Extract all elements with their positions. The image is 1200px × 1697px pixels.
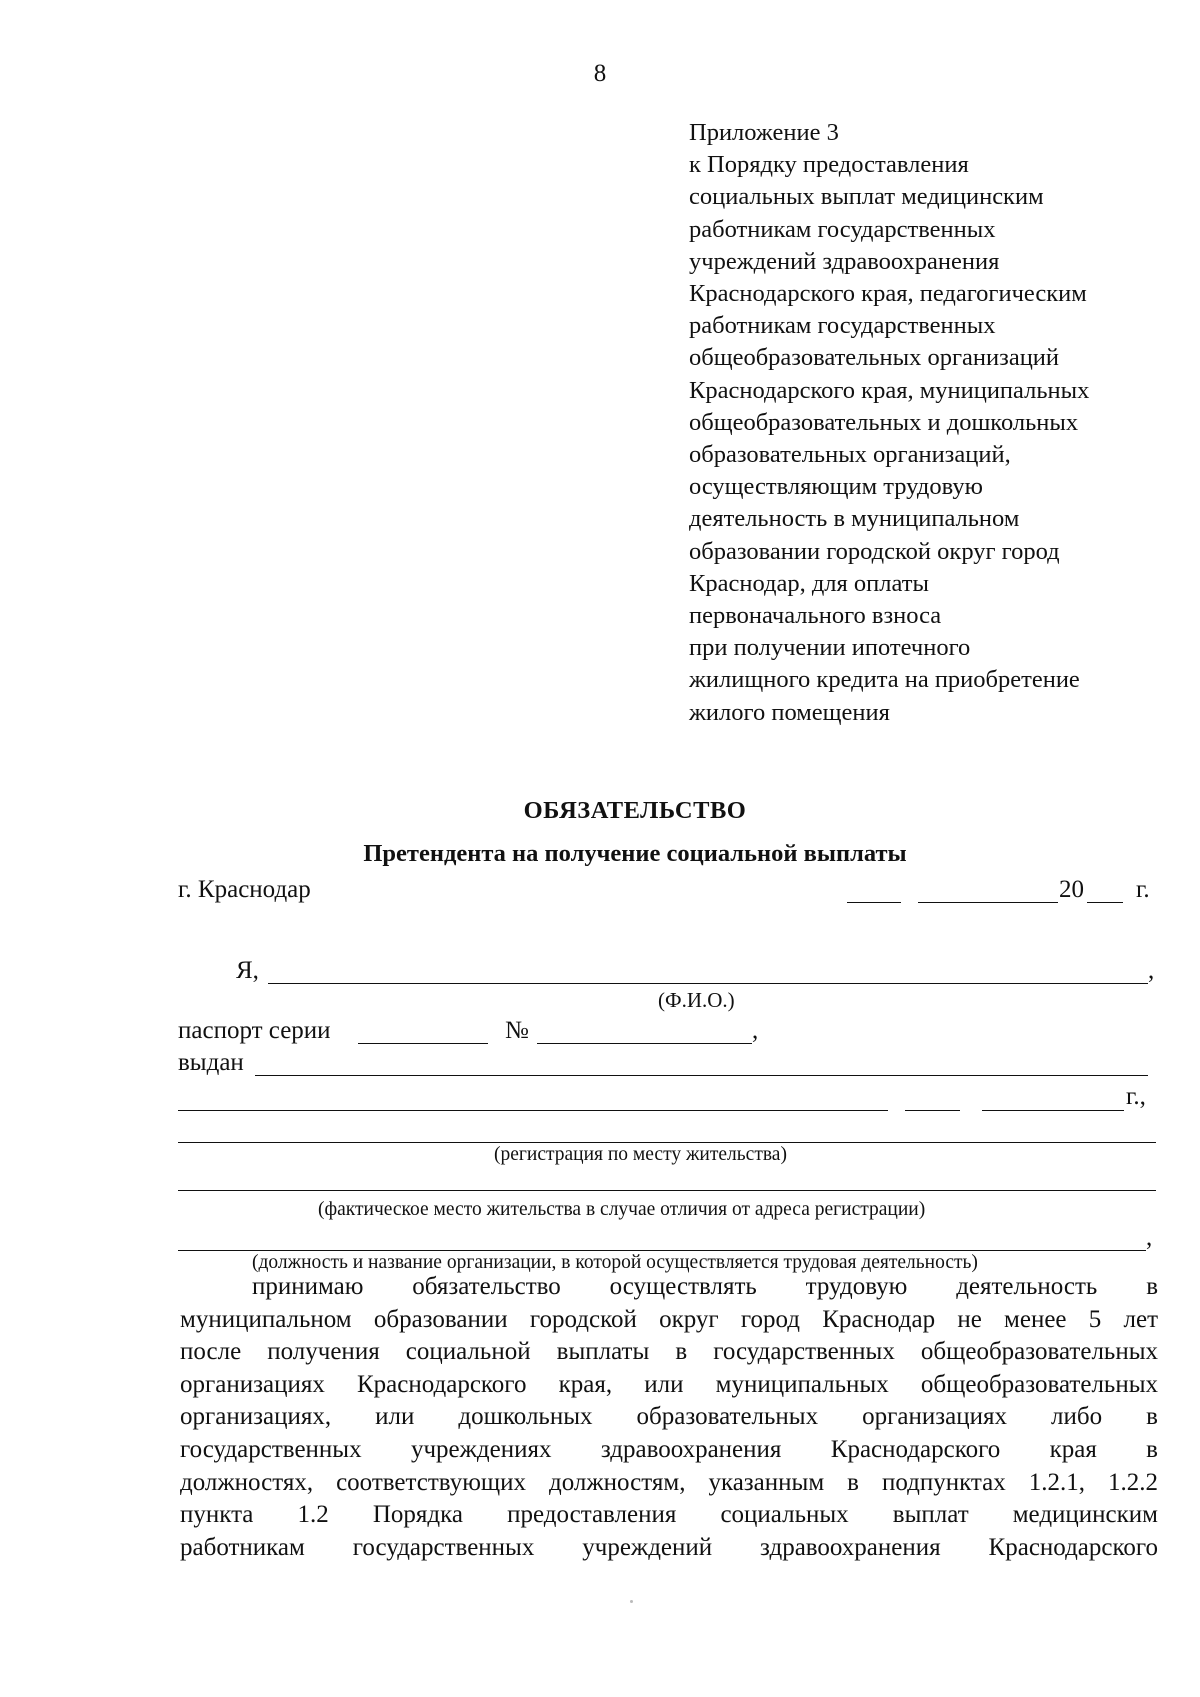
body-line: государственных учреждениях здравоохранения Краснодарского края в bbox=[180, 1435, 1158, 1463]
issue-day-field[interactable] bbox=[905, 1110, 960, 1111]
month-blank-field[interactable] bbox=[918, 902, 1058, 903]
appendix-line: деятельность в муниципальном bbox=[689, 505, 1020, 533]
position-field[interactable] bbox=[178, 1250, 1146, 1251]
appendix-line: социальных выплат медицинским bbox=[689, 183, 1044, 211]
i-label: Я, bbox=[236, 957, 259, 984]
issue-month-year-field[interactable] bbox=[982, 1110, 1124, 1111]
day-blank-field[interactable] bbox=[847, 902, 901, 903]
appendix-line: работникам государственных bbox=[689, 312, 996, 340]
body-line: после получения социальной выплаты в государственных общеобразовательных bbox=[180, 1338, 1158, 1366]
document-title: ОБЯЗАТЕЛЬСТВО bbox=[523, 797, 747, 824]
appendix-header bbox=[689, 117, 1089, 729]
actual-residence-field[interactable] bbox=[178, 1190, 1156, 1191]
body-line: муниципальном образовании городской округ город Краснодар не менее 5 лет bbox=[180, 1305, 1158, 1333]
appendix-line: жилищного кредита на приобретение bbox=[689, 666, 1080, 694]
issued-by-field[interactable] bbox=[255, 1075, 1148, 1076]
body-line: организациях Краснодарского края, или муниципальных общеобразовательных bbox=[180, 1370, 1158, 1398]
position-caption: (должность и название организации, в которой осуществляется трудовая деятельность) bbox=[252, 1252, 978, 1273]
appendix-line: осуществляющим трудовую bbox=[689, 473, 983, 501]
appendix-line: к Порядку предоставления bbox=[689, 151, 969, 179]
fio-field[interactable] bbox=[268, 983, 1148, 984]
appendix-line: Краснодарского края, педагогическим bbox=[689, 280, 1087, 308]
body-line: пункта 1.2 Порядка предоставления социальных выплат медицинским bbox=[180, 1501, 1158, 1529]
registration-caption: (регистрация по месту жительства) bbox=[494, 1144, 787, 1165]
passport-number-label: № bbox=[505, 1017, 529, 1044]
scan-speck bbox=[630, 1600, 633, 1603]
passport-series-label: паспорт серии bbox=[178, 1017, 331, 1044]
year-prefix: 20 bbox=[1059, 876, 1084, 903]
body-line: должностях, соответствующих должностям, указанным в подпунктах 1.2.1, 1.2.2 bbox=[180, 1468, 1158, 1496]
appendix-line: Краснодарского края, муниципальных bbox=[689, 376, 1090, 404]
year-suffix: г. bbox=[1136, 876, 1150, 903]
appendix-line: Краснодар, для оплаты bbox=[689, 569, 929, 597]
passport-number-field[interactable] bbox=[537, 1043, 752, 1044]
appendix-line: общеобразовательных и дошкольных bbox=[689, 408, 1079, 436]
city-label: г. Краснодар bbox=[178, 876, 311, 903]
appendix-line: образовании городской округ город bbox=[689, 537, 1060, 565]
actual-residence-caption: (фактическое место жительства в случае отличия от адреса регистрации) bbox=[318, 1199, 926, 1220]
body-line: принимаю обязательство осуществлять трудовую деятельность в bbox=[252, 1273, 1158, 1300]
appendix-line: первоначального взноса bbox=[689, 602, 942, 630]
obligation-paragraph bbox=[180, 1271, 1158, 1564]
appendix-line: Приложение 3 bbox=[689, 119, 839, 146]
registration-field[interactable] bbox=[178, 1142, 1156, 1143]
appendix-line: образовательных организаций, bbox=[689, 441, 1011, 469]
page-number: 8 bbox=[593, 60, 607, 87]
issued-label: выдан bbox=[178, 1049, 244, 1076]
body-line: работникам государственных учреждений здравоохранения Краснодарского bbox=[180, 1533, 1158, 1561]
date-suffix: г., bbox=[1126, 1083, 1146, 1110]
appendix-line: жилого помещения bbox=[689, 698, 890, 726]
document-subtitle: Претендента на получение социальной выплаты bbox=[363, 840, 907, 867]
body-line: организациях, или дошкольных образовательных организациях либо в bbox=[180, 1403, 1158, 1431]
appendix-line: учреждений здравоохранения bbox=[689, 247, 1000, 275]
appendix-line: общеобразовательных организаций bbox=[689, 344, 1060, 372]
appendix-line: при получении ипотечного bbox=[689, 634, 971, 662]
appendix-line: работникам государственных bbox=[689, 215, 996, 243]
issued-by-field-2[interactable] bbox=[178, 1110, 888, 1111]
passport-series-field[interactable] bbox=[358, 1043, 488, 1044]
year-blank-field[interactable] bbox=[1087, 902, 1123, 903]
fio-caption: (Ф.И.О.) bbox=[658, 988, 735, 1012]
